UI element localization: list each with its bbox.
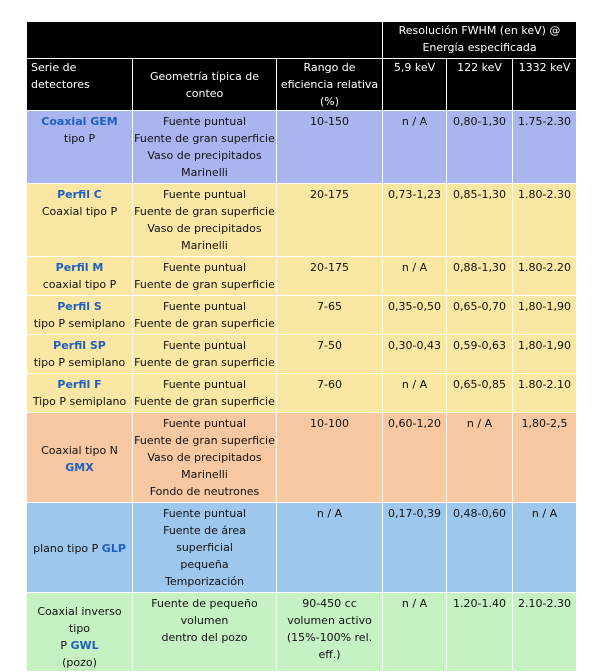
geometry-cell: Fuente puntual Fuente de gran superficie xyxy=(133,374,277,413)
res-5-9-cell: 0,30-0,43 xyxy=(383,335,447,374)
res-5-9-cell: 0,60-1,20 xyxy=(383,413,447,503)
res-5-9-cell: n / A xyxy=(383,111,447,184)
res-1332-cell: 1.80-2.10 xyxy=(513,374,577,413)
efficiency-header: Rango de eficiencia relativa (%) xyxy=(277,59,383,111)
resolution-header: Resolución FWHM (en keV) @ Energía especificada xyxy=(383,22,577,59)
series-cell: Coaxial inverso tipo P GWL (pozo) xyxy=(27,593,133,672)
table-row xyxy=(27,413,577,503)
res-122-cell: 0,59-0,63 xyxy=(447,335,513,374)
series-cell: Perfil S tipo P semiplano xyxy=(27,296,133,335)
series-cell: Perfil M coaxial tipo P xyxy=(27,257,133,296)
energy-header-5-9: 5,9 keV xyxy=(383,59,447,111)
res-1332-cell: 1,80-1,90 xyxy=(513,296,577,335)
res-5-9-cell: 0,17-0,39 xyxy=(383,503,447,593)
geometry-cell: Fuente de pequeño volumen dentro del pozo xyxy=(133,593,277,672)
table-row xyxy=(27,335,577,374)
geometry-cell: Fuente puntual Fuente de gran superficie xyxy=(133,335,277,374)
efficiency-cell: 10-150 xyxy=(277,111,383,184)
series-cell: Perfil C Coaxial tipo P xyxy=(27,184,133,257)
res-1332-cell: 2.10-2.30 xyxy=(513,593,577,672)
res-122-cell: 0,80-1,30 xyxy=(447,111,513,184)
table-row xyxy=(27,374,577,413)
res-1332-cell: 1.80-2.20 xyxy=(513,257,577,296)
series-cell: plano tipo P GLP xyxy=(27,503,133,593)
series-cell: Coaxial GEM tipo P xyxy=(27,111,133,184)
res-1332-cell: 1,80-1,90 xyxy=(513,335,577,374)
efficiency-cell: 7-65 xyxy=(277,296,383,335)
res-5-9-cell: n / A xyxy=(383,257,447,296)
efficiency-cell: 90-450 cc volumen activo (15%-100% rel. eff.) xyxy=(277,593,383,672)
res-1332-cell: 1,80-2,5 xyxy=(513,413,577,503)
series-cell: Coaxial tipo N GMX xyxy=(27,413,133,503)
energy-header-122: 122 keV xyxy=(447,59,513,111)
geometry-cell: Fuente puntual Fuente de gran superficie Vaso de precipitados Marinelli Fondo de neutrones xyxy=(133,413,277,503)
table-row xyxy=(27,593,577,672)
geometry-cell: Fuente puntual Fuente de gran superficie xyxy=(133,296,277,335)
efficiency-cell: n / A xyxy=(277,503,383,593)
res-122-cell: 0,85-1,30 xyxy=(447,184,513,257)
efficiency-cell: 20-175 xyxy=(277,257,383,296)
series-cell: Perfil SP tipo P semiplano xyxy=(27,335,133,374)
res-5-9-cell: 0,73-1,23 xyxy=(383,184,447,257)
geometry-cell: Fuente puntual Fuente de gran superficie Vaso de precipitados Marinelli xyxy=(133,184,277,257)
efficiency-cell: 20-175 xyxy=(277,184,383,257)
res-1332-cell: n / A xyxy=(513,503,577,593)
geometry-cell: Fuente puntual Fuente de área superficial pequeña Temporización xyxy=(133,503,277,593)
series-cell: Perfil F Tipo P semiplano xyxy=(27,374,133,413)
geometry-cell: Fuente puntual Fuente de gran superficie Vaso de precipitados Marinelli xyxy=(133,111,277,184)
efficiency-cell: 10-100 xyxy=(277,413,383,503)
table-row xyxy=(27,503,577,593)
header-blank xyxy=(27,22,383,59)
res-122-cell: n / A xyxy=(447,413,513,503)
res-5-9-cell: 0,35-0,50 xyxy=(383,296,447,335)
res-5-9-cell: n / A xyxy=(383,593,447,672)
res-122-cell: 0,65-0,70 xyxy=(447,296,513,335)
res-122-cell: 0,88-1,30 xyxy=(447,257,513,296)
table-row xyxy=(27,111,577,184)
res-122-cell: 0,65-0,85 xyxy=(447,374,513,413)
geometry-header: Geometría típica de conteo xyxy=(133,59,277,111)
series-header: Serie de detectores xyxy=(27,59,133,111)
res-122-cell: 0,48-0,60 xyxy=(447,503,513,593)
geometry-cell: Fuente puntual Fuente de gran superficie xyxy=(133,257,277,296)
res-1332-cell: 1.80-2.30 xyxy=(513,184,577,257)
res-122-cell: 1.20-1.40 xyxy=(447,593,513,672)
efficiency-cell: 7-60 xyxy=(277,374,383,413)
res-5-9-cell: n / A xyxy=(383,374,447,413)
efficiency-cell: 7-50 xyxy=(277,335,383,374)
res-1332-cell: 1.75-2.30 xyxy=(513,111,577,184)
table-row xyxy=(27,257,577,296)
energy-header-1332: 1332 keV xyxy=(513,59,577,111)
table-row xyxy=(27,184,577,257)
detector-table xyxy=(26,21,577,672)
table-row xyxy=(27,296,577,335)
